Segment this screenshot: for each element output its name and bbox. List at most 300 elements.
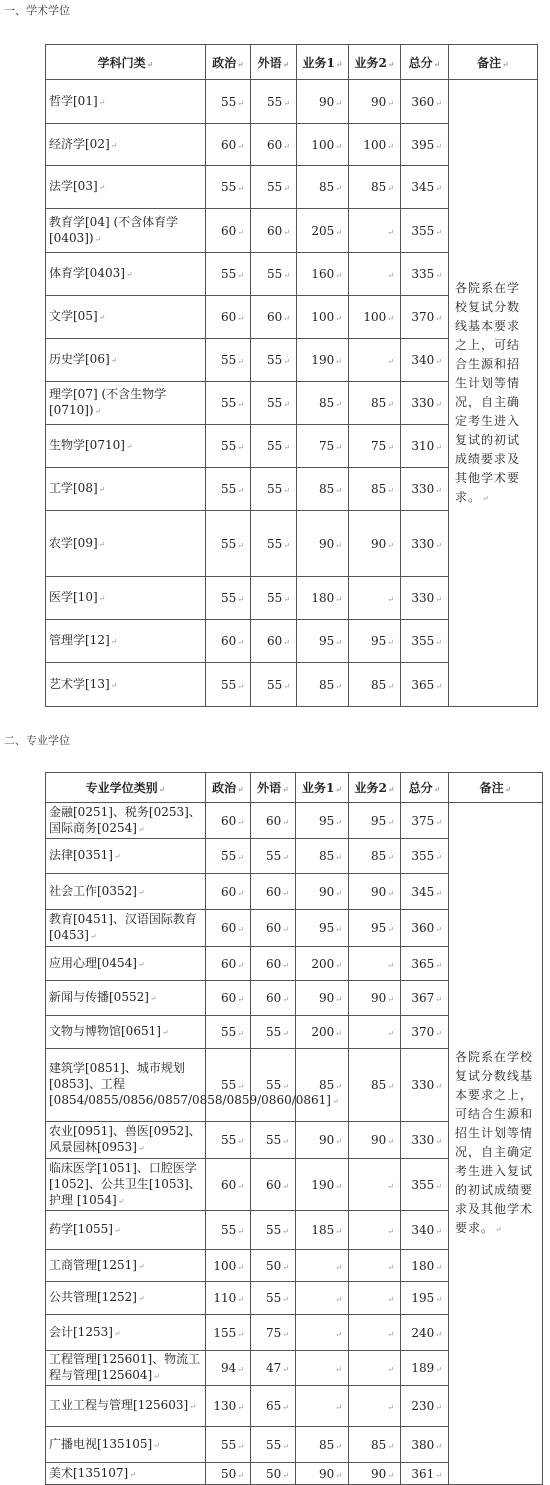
paragraph-mark: ↵	[237, 357, 244, 366]
score-cell: 90↵	[349, 1463, 401, 1485]
paragraph-mark: ↵	[335, 486, 342, 495]
paragraph-mark: ↵	[335, 1262, 342, 1272]
score-cell: 55↵	[251, 253, 297, 296]
score-cell: 55↵	[251, 80, 297, 124]
score-cell: 360↵	[401, 80, 449, 124]
score-cell: 200↵	[296, 1016, 349, 1049]
paragraph-mark: ↵	[110, 680, 118, 690]
score-cell: 330↵	[401, 577, 449, 620]
score-cell: 365↵	[401, 947, 449, 981]
paragraph-mark: ↵	[113, 1328, 121, 1338]
score-cell: 355↵	[401, 620, 449, 663]
paragraph-mark: ↵	[110, 637, 118, 646]
paragraph-mark: ↵	[282, 853, 289, 862]
paragraph-mark: ↵	[435, 357, 442, 366]
category-name: 农业[0951]、兽医[0952]、风景园林[0953]↵	[46, 1122, 206, 1159]
paragraph-mark: ↵	[98, 485, 106, 494]
paragraph-mark: ↵	[283, 681, 290, 691]
paragraph-mark: ↵	[387, 595, 394, 604]
score-cell: 370↵	[401, 296, 449, 339]
score-cell: 60↵	[206, 620, 251, 663]
score-cell: 55↵	[251, 1211, 296, 1250]
section-title-professional: 二、专业学位	[4, 734, 70, 747]
score-cell: 60↵	[251, 947, 296, 981]
score-cell: 160↵	[297, 253, 349, 296]
remark-cell: 各院系在学校复试分数线基本要求之上，可结合生源和招生计划等情况，自主确定考生进入复试的初试成绩要求及其他学术要求。↵	[449, 80, 538, 707]
score-cell: 55↵	[206, 663, 251, 707]
paragraph-mark: ↵	[129, 1469, 136, 1479]
paragraph-mark: ↵	[335, 271, 342, 280]
score-cell	[296, 1250, 349, 1282]
paragraph-mark: ↵	[282, 1262, 289, 1272]
paragraph-mark: ↵	[94, 407, 102, 416]
paragraph-mark: ↵	[237, 888, 244, 898]
paragraph-mark: ↵	[335, 400, 342, 409]
score-cell: 345↵	[401, 874, 449, 910]
paragraph-mark: ↵	[435, 817, 442, 827]
category-name: 医学[10]↵	[46, 577, 206, 620]
table-header-row	[46, 773, 543, 803]
score-cell: 55↵	[206, 1016, 251, 1049]
paragraph-mark: ↵	[387, 1029, 394, 1038]
professional-degree-table	[45, 772, 543, 1485]
score-cell: 90↵	[349, 874, 401, 910]
score-cell: 60↵	[206, 209, 251, 253]
category-name: 经济学[02]↵	[46, 124, 206, 166]
paragraph-mark: ↵	[237, 1029, 244, 1038]
paragraph-mark: ↵	[387, 1137, 394, 1146]
paragraph-mark: ↵	[94, 234, 102, 244]
paragraph-mark: ↵	[237, 58, 244, 69]
paragraph-mark: ↵	[335, 98, 342, 108]
paragraph-mark: ↵	[435, 960, 442, 970]
score-cell: 85↵	[349, 663, 401, 707]
score-cell: 60↵	[206, 124, 251, 166]
score-cell: 360↵	[401, 910, 449, 947]
paragraph-mark: ↵	[482, 493, 490, 503]
score-cell: 55↵	[206, 577, 251, 620]
paragraph-mark: ↵	[283, 540, 290, 550]
score-cell: 100↵	[206, 1250, 251, 1282]
paragraph-mark: ↵	[435, 1470, 442, 1480]
score-cell: 85↵	[349, 1427, 401, 1463]
paragraph-mark: ↵	[237, 1262, 244, 1272]
paragraph-mark: ↵	[435, 638, 442, 647]
paragraph-mark: ↵	[282, 1181, 289, 1191]
paragraph-mark: ↵	[335, 1227, 342, 1236]
paragraph-mark: ↵	[98, 594, 106, 603]
score-cell: 60↵	[206, 981, 251, 1016]
paragraph-mark: ↵	[283, 400, 290, 409]
paragraph-mark: ↵	[435, 1365, 442, 1374]
paragraph-mark: ↵	[435, 227, 442, 237]
score-cell: 60↵	[251, 296, 297, 339]
score-cell: 180↵	[297, 577, 349, 620]
paragraph-mark: ↵	[125, 270, 133, 279]
score-cell: 55↵	[251, 468, 297, 511]
score-cell: 200↵	[296, 947, 349, 981]
paragraph-mark: ↵	[435, 540, 442, 550]
academic-degree-table	[45, 44, 538, 707]
paragraph-mark: ↵	[387, 1470, 394, 1480]
score-cell: 330↵	[401, 511, 449, 577]
paragraph-mark: ↵	[387, 995, 394, 1004]
score-cell: 60↵	[251, 620, 297, 663]
score-cell: 55↵	[251, 511, 297, 577]
score-cell: 90↵	[296, 874, 349, 910]
paragraph-mark: ↵	[237, 1329, 244, 1339]
category-name: 历史学[06]↵	[46, 339, 206, 382]
score-cell: 330↵	[401, 1122, 449, 1159]
paragraph-mark: ↵	[282, 1329, 289, 1339]
paragraph-mark: ↵	[335, 853, 342, 862]
paragraph-mark: ↵	[387, 1227, 394, 1236]
paragraph-mark: ↵	[435, 184, 442, 193]
score-cell: 90↵	[349, 981, 401, 1016]
score-cell: 55↵	[206, 839, 251, 874]
category-name: 金融[0251]、税务[0253]、国际商务[0254]↵	[46, 803, 206, 839]
score-cell	[296, 1386, 349, 1427]
score-cell: 100↵	[349, 124, 401, 166]
paragraph-mark: ↵	[335, 995, 342, 1004]
paragraph-mark: ↵	[237, 595, 244, 604]
paragraph-mark: ↵	[237, 995, 244, 1004]
paragraph-mark: ↵	[282, 784, 289, 794]
category-name: 文物与博物馆[0651]↵	[46, 1016, 206, 1049]
paragraph-mark: ↵	[237, 1470, 244, 1480]
paragraph-mark: ↵	[283, 595, 290, 604]
paragraph-mark: ↵	[387, 1082, 394, 1091]
paragraph-mark: ↵	[435, 141, 442, 151]
paragraph-mark: ↵	[387, 486, 394, 495]
paragraph-mark: ↵	[335, 141, 342, 151]
score-cell: 189↵	[401, 1351, 449, 1386]
score-cell: 185↵	[296, 1211, 349, 1250]
category-name: 教育[0451]、汉语国际教育[0453]↵	[46, 910, 206, 947]
score-cell	[349, 339, 401, 382]
paragraph-mark: ↵	[335, 1441, 342, 1451]
category-name: 药学[1055]↵	[46, 1211, 206, 1250]
paragraph-mark: ↵	[387, 1365, 394, 1374]
paragraph-mark: ↵	[237, 1365, 244, 1374]
score-cell: 230↵	[401, 1386, 449, 1427]
score-cell: 55↵	[206, 511, 251, 577]
score-cell	[296, 1315, 349, 1351]
score-cell: 55↵	[206, 1211, 251, 1250]
paragraph-mark: ↵	[335, 784, 343, 794]
paragraph-mark: ↵	[335, 443, 342, 452]
paragraph-mark: ↵	[282, 925, 289, 934]
paragraph-mark: ↵	[435, 98, 442, 108]
paragraph-mark: ↵	[387, 1403, 394, 1412]
score-cell: 90↵	[296, 1463, 349, 1485]
paragraph-mark: ↵	[504, 784, 512, 794]
paragraph-mark: ↵	[237, 1082, 244, 1091]
paragraph-mark: ↵	[435, 853, 442, 862]
score-cell	[349, 1016, 401, 1049]
score-cell	[349, 1159, 401, 1211]
score-cell: 55↵	[251, 1122, 296, 1159]
score-cell: 75↵	[349, 425, 401, 468]
category-name: 教育学[04] (不含体育学[0403])↵	[46, 209, 206, 253]
paragraph-mark: ↵	[387, 271, 394, 280]
paragraph-mark: ↵	[153, 1440, 160, 1450]
paragraph-mark: ↵	[435, 314, 442, 323]
category-name: 文学[05]↵	[46, 296, 206, 339]
paragraph-mark: ↵	[282, 817, 289, 827]
paragraph-mark: ↵	[283, 486, 290, 495]
paragraph-mark: ↵	[435, 1082, 442, 1091]
score-cell: 90↵	[349, 1122, 401, 1159]
paragraph-mark: ↵	[335, 817, 342, 827]
score-cell: 60↵	[251, 981, 296, 1016]
category-name: 会计[1253]↵	[46, 1315, 206, 1351]
paragraph-mark: ↵	[435, 1295, 442, 1304]
paragraph-mark: ↵	[387, 638, 394, 647]
score-cell: 55↵	[251, 1016, 296, 1049]
column-header	[206, 45, 251, 80]
paragraph-mark: ↵	[237, 141, 244, 151]
column-header	[449, 45, 538, 80]
column-header-label: 学科门类	[97, 55, 146, 70]
score-cell: 130↵	[206, 1386, 251, 1427]
paragraph-mark: ↵	[435, 443, 442, 452]
score-cell: 75↵	[251, 1315, 296, 1351]
category-name: 体育学[0403]↵	[46, 253, 206, 296]
column-header-label: 政治	[212, 781, 237, 795]
score-cell: 355↵	[401, 209, 449, 253]
score-cell: 310↵	[401, 425, 449, 468]
paragraph-mark: ↵	[149, 994, 157, 1003]
paragraph-mark: ↵	[435, 995, 442, 1004]
category-name: 工商管理[1251]↵	[46, 1250, 206, 1282]
category-name: 工业工程与管理[125603]↵	[46, 1386, 206, 1427]
category-name: 广播电视[135105]↵	[46, 1427, 206, 1463]
table-row	[46, 803, 543, 839]
paragraph-mark: ↵	[387, 141, 394, 151]
score-cell	[349, 577, 401, 620]
paragraph-mark: ↵	[387, 853, 394, 862]
paragraph-mark: ↵	[387, 888, 394, 898]
paragraph-mark: ↵	[237, 227, 244, 237]
paragraph-mark: ↵	[502, 58, 509, 69]
paragraph-mark: ↵	[89, 932, 97, 941]
score-cell: 240↵	[401, 1315, 449, 1351]
score-cell: 94↵	[206, 1351, 251, 1386]
column-header	[251, 45, 297, 80]
paragraph-mark: ↵	[137, 1294, 145, 1303]
column-header	[296, 773, 349, 803]
score-cell: 395↵	[401, 124, 449, 166]
category-name: 生物学[0710]↵	[46, 425, 206, 468]
score-cell: 330↵	[401, 1049, 449, 1122]
paragraph-mark: ↵	[283, 227, 290, 237]
paragraph-mark: ↵	[387, 1441, 394, 1451]
paragraph-mark: ↵	[435, 400, 442, 409]
paragraph-mark: ↵	[335, 1295, 342, 1304]
score-cell	[349, 1351, 401, 1386]
category-name: 社会工作[0352]↵	[46, 874, 206, 910]
paragraph-mark: ↵	[335, 1029, 342, 1038]
paragraph-mark: ↵	[283, 184, 290, 193]
score-cell: 55↵	[251, 339, 297, 382]
paragraph-mark: ↵	[387, 1295, 394, 1304]
score-cell: 55↵	[206, 166, 251, 209]
score-cell: 55↵	[206, 253, 251, 296]
paragraph-mark: ↵	[282, 1082, 289, 1091]
paragraph-mark: ↵	[282, 1441, 289, 1451]
paragraph-mark: ↵	[387, 227, 394, 237]
score-cell: 90↵	[296, 1122, 349, 1159]
paragraph-mark: ↵	[283, 98, 290, 108]
score-cell: 55↵	[251, 1049, 296, 1122]
paragraph-mark: ↵	[435, 925, 442, 934]
paragraph-mark: ↵	[137, 1261, 145, 1271]
score-cell: 60↵	[206, 910, 251, 947]
score-cell: 85↵	[296, 1049, 349, 1122]
score-cell	[349, 253, 401, 296]
score-cell: 90↵	[296, 981, 349, 1016]
paragraph-mark: ↵	[237, 443, 244, 452]
score-cell	[349, 947, 401, 981]
score-cell: 335↵	[401, 253, 449, 296]
paragraph-mark: ↵	[435, 1262, 442, 1272]
table-row	[46, 80, 538, 124]
score-cell	[349, 1315, 401, 1351]
paragraph-mark: ↵	[387, 1181, 394, 1191]
paragraph-mark: ↵	[387, 1329, 394, 1339]
paragraph-mark: ↵	[435, 1029, 442, 1038]
score-cell: 195↵	[401, 1282, 449, 1315]
score-cell: 50↵	[251, 1250, 296, 1282]
score-cell: 361↵	[401, 1463, 449, 1485]
paragraph-mark: ↵	[335, 960, 342, 970]
score-cell: 50↵	[251, 1463, 296, 1485]
table-header-row	[46, 45, 538, 80]
score-cell: 95↵	[297, 620, 349, 663]
paragraph-mark: ↵	[433, 784, 441, 794]
paragraph-mark: ↵	[435, 888, 442, 898]
paragraph-mark: ↵	[335, 184, 342, 193]
category-name: 新闻与传播[0552]↵	[46, 981, 206, 1016]
score-cell: 55↵	[206, 468, 251, 511]
score-cell: 330↵	[401, 468, 449, 511]
category-name: 管理学[12]↵	[46, 620, 206, 663]
paragraph-mark: ↵	[237, 1181, 244, 1191]
column-header-label: 业务2	[354, 55, 387, 70]
score-cell: 55↵	[251, 382, 297, 425]
paragraph-mark: ↵	[335, 1137, 342, 1146]
column-header-label: 业务1	[302, 55, 335, 70]
category-name: 建筑学[0851]、城市规划[0853]、工程[0854/0855/0856/0857/0858/0859/0860/0861]↵	[46, 1049, 206, 1122]
score-cell: 47↵	[251, 1351, 296, 1386]
paragraph-mark: ↵	[189, 1402, 196, 1411]
paragraph-mark: ↵	[110, 356, 118, 365]
paragraph-mark: ↵	[283, 141, 290, 151]
column-header-label: 政治	[212, 55, 237, 70]
paragraph-mark: ↵	[283, 638, 290, 647]
category-name: 法学[03]↵	[46, 166, 206, 209]
score-cell: 55↵	[251, 425, 297, 468]
paragraph-mark: ↵	[433, 58, 441, 69]
column-header	[401, 45, 449, 80]
score-cell: 55↵	[206, 339, 251, 382]
score-cell: 90↵	[349, 80, 401, 124]
score-cell: 55↵	[251, 1282, 296, 1315]
score-cell: 90↵	[297, 511, 349, 577]
paragraph-mark: ↵	[387, 443, 394, 452]
score-cell: 85↵	[349, 468, 401, 511]
score-cell: 60↵	[206, 1159, 251, 1211]
score-cell: 90↵	[349, 511, 401, 577]
score-cell: 95↵	[349, 803, 401, 839]
score-cell: 60↵	[251, 910, 296, 947]
score-cell: 85↵	[349, 166, 401, 209]
score-cell: 205↵	[297, 209, 349, 253]
category-name: 艺术学[13]↵	[46, 663, 206, 707]
score-cell: 190↵	[297, 339, 349, 382]
paragraph-mark: ↵	[387, 540, 394, 550]
paragraph-mark: ↵	[495, 1225, 503, 1234]
score-cell: 75↵	[297, 425, 349, 468]
paragraph-mark: ↵	[435, 1441, 442, 1451]
score-cell: 340↵	[401, 1211, 449, 1250]
score-cell: 60↵	[206, 947, 251, 981]
category-name: 理学[07] (不含生物学[0710])↵	[46, 382, 206, 425]
score-cell: 95↵	[349, 620, 401, 663]
paragraph-mark: ↵	[435, 486, 442, 495]
column-header	[449, 773, 543, 803]
paragraph-mark: ↵	[282, 1295, 289, 1304]
paragraph-mark: ↵	[335, 1365, 342, 1374]
paragraph-mark: ↵	[237, 925, 244, 934]
paragraph-mark: ↵	[387, 98, 394, 108]
paragraph-mark: ↵	[283, 443, 290, 452]
paragraph-mark: ↵	[435, 1181, 442, 1191]
paragraph-mark: ↵	[237, 98, 244, 108]
paragraph-mark: ↵	[387, 184, 394, 193]
paragraph-mark: ↵	[237, 681, 244, 691]
category-name: 美术[135107]↵	[46, 1463, 206, 1485]
paragraph-mark: ↵	[331, 1097, 339, 1106]
paragraph-mark: ↵	[113, 1226, 121, 1235]
paragraph-mark: ↵	[282, 1365, 289, 1374]
remark-cell: 各院系在学校复试分数线基本要求之上，可结合生源和招生计划等情况，自主确定考生进入复试的初试成绩要求及其他学术要求。↵	[449, 803, 543, 1485]
score-cell: 55↵	[251, 839, 296, 874]
paragraph-mark: ↵	[282, 888, 289, 898]
score-cell: 55↵	[251, 1427, 296, 1463]
paragraph-mark: ↵	[335, 1403, 342, 1412]
score-cell: 380↵	[401, 1427, 449, 1463]
column-header	[46, 773, 206, 803]
score-cell: 85↵	[297, 663, 349, 707]
column-header-label: 外语	[257, 55, 282, 70]
score-cell: 55↵	[206, 1049, 251, 1122]
column-header-label: 备注	[479, 781, 504, 795]
paragraph-mark: ↵	[282, 1403, 289, 1412]
score-cell: 85↵	[296, 1427, 349, 1463]
paragraph-mark: ↵	[387, 784, 395, 794]
paragraph-mark: ↵	[387, 960, 394, 970]
score-cell	[296, 1351, 349, 1386]
category-name: 农学[09]↵	[46, 511, 206, 577]
paragraph-mark: ↵	[98, 97, 106, 107]
column-header-label: 总分	[408, 781, 433, 795]
paragraph-mark: ↵	[435, 1329, 442, 1339]
paragraph-mark: ↵	[282, 995, 289, 1004]
paragraph-mark: ↵	[435, 271, 442, 280]
paragraph-mark: ↵	[335, 1329, 342, 1339]
